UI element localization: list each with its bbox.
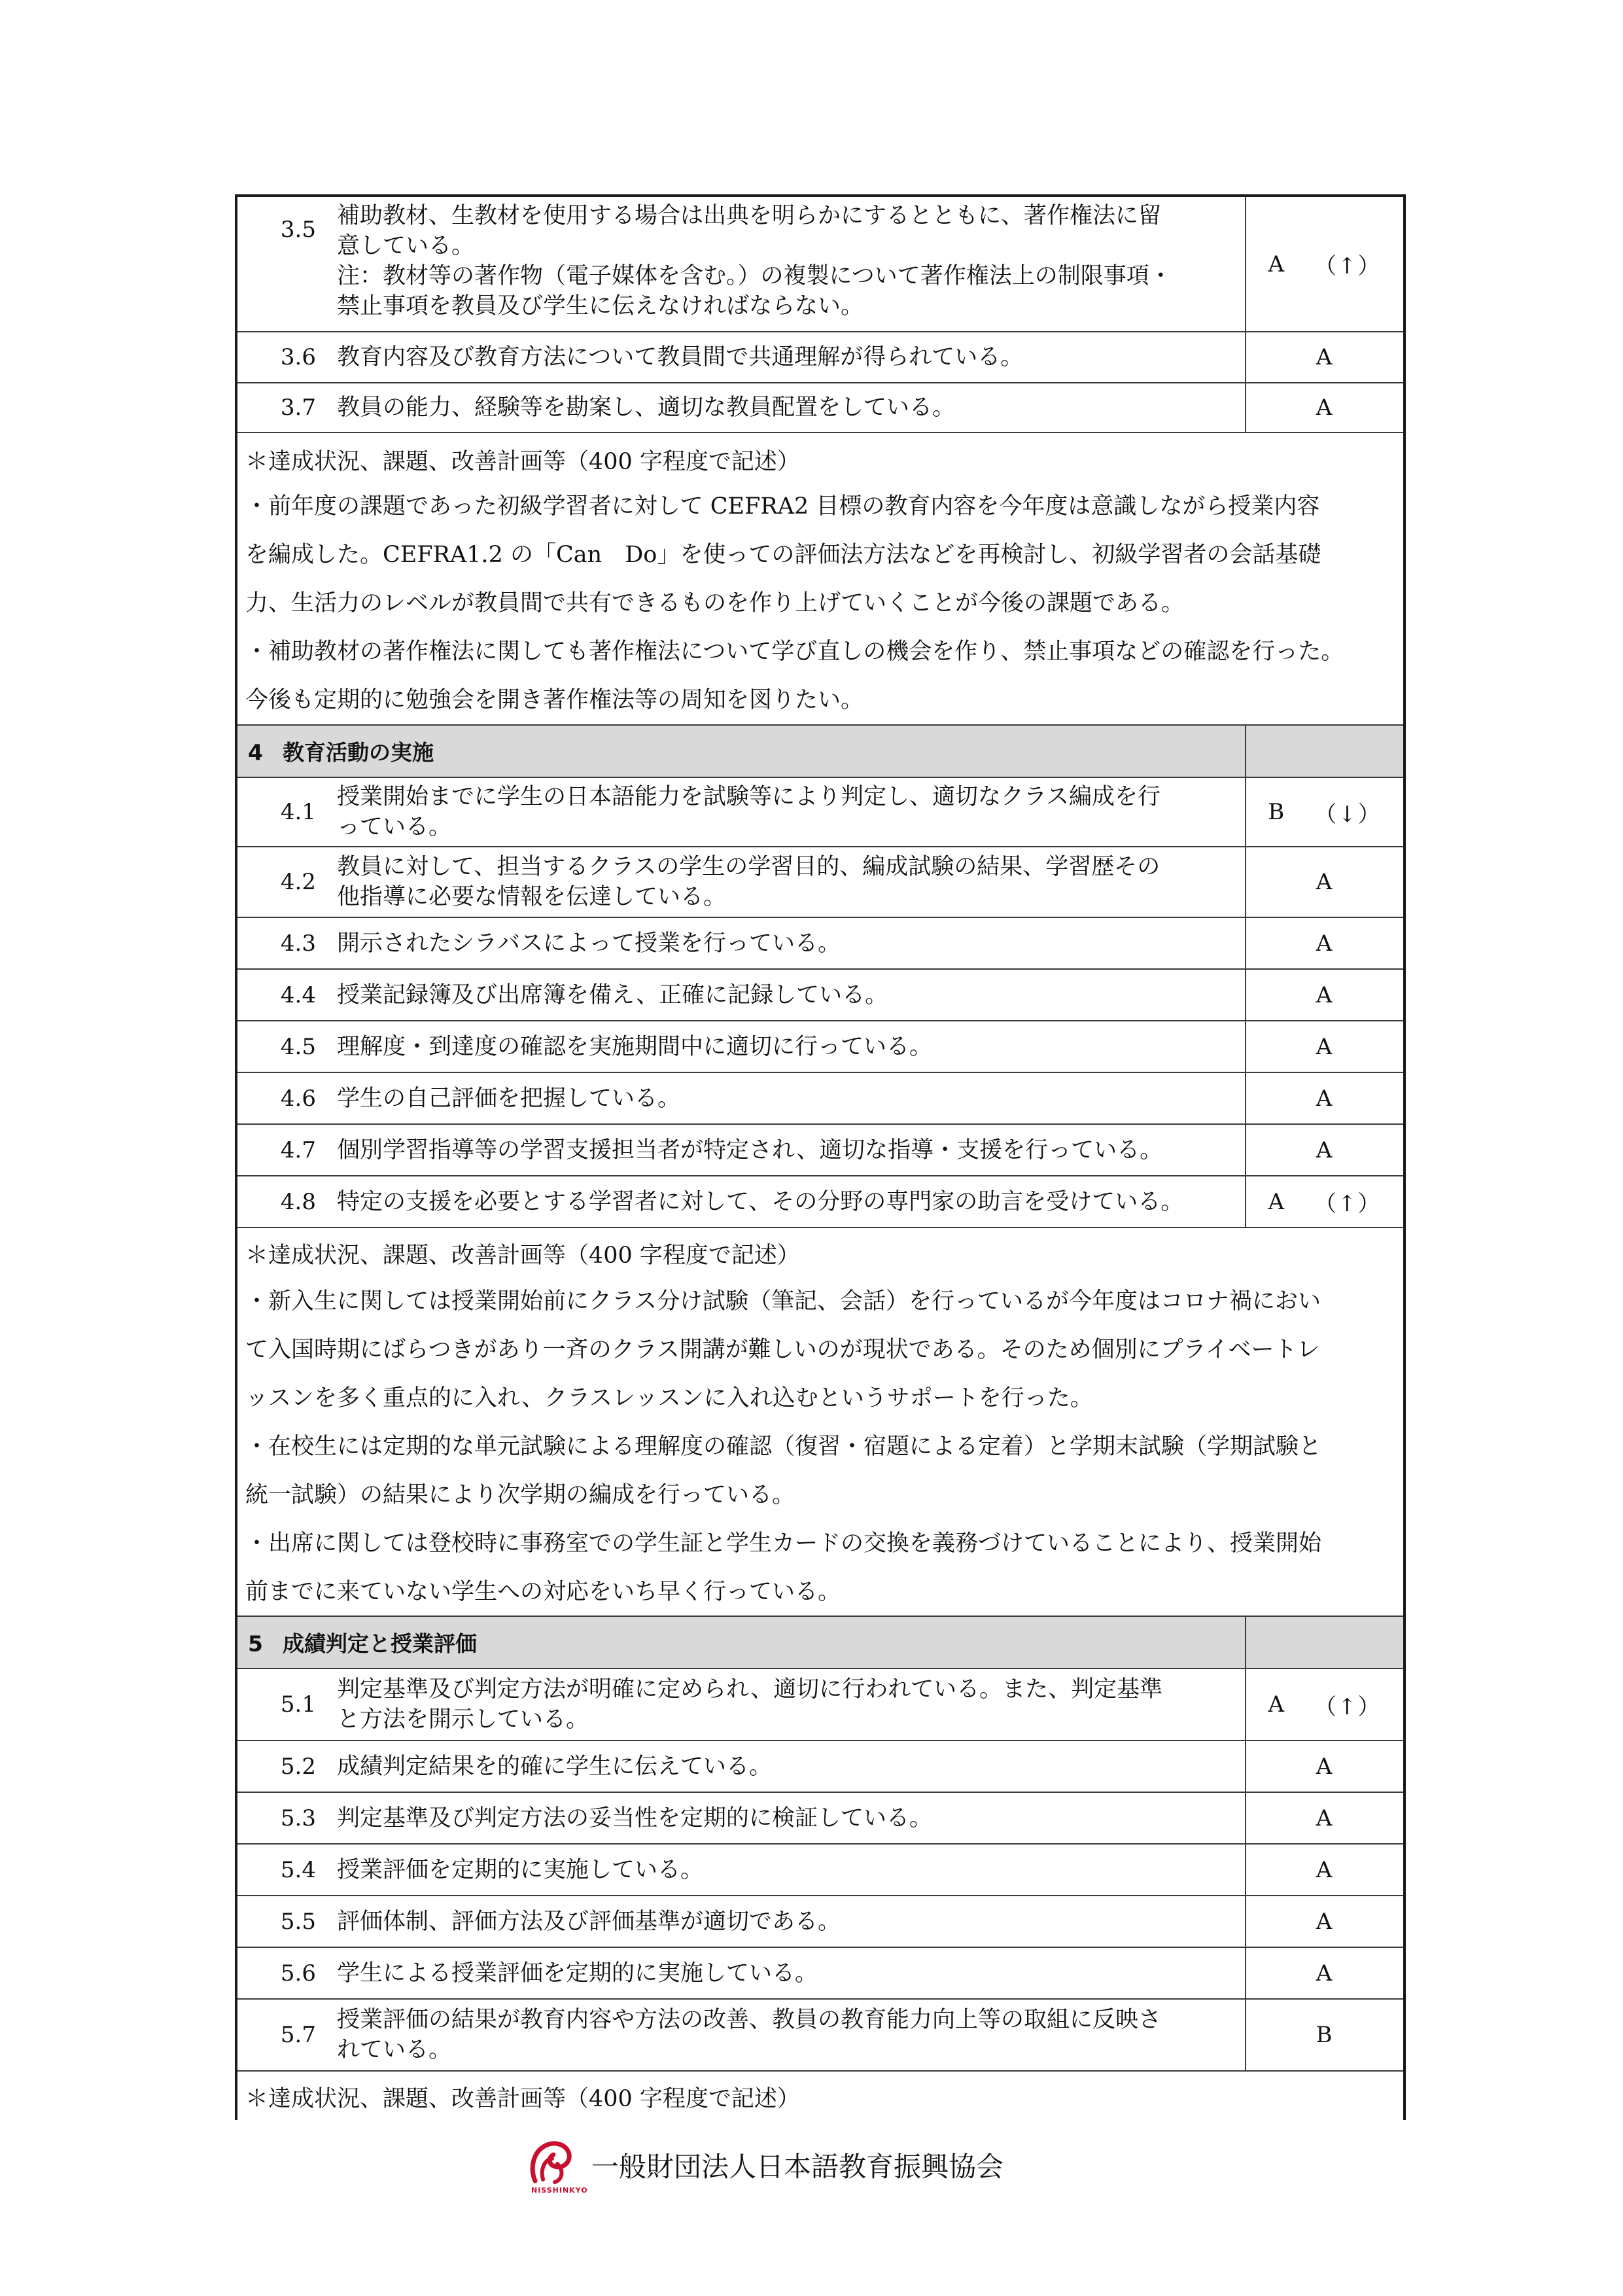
table-row — [237, 778, 1403, 847]
table-row — [237, 1176, 1403, 1228]
page-footer — [529, 2140, 1117, 2199]
comment-heading: ＊達成状況、課題、改善計画等（400 字程度で記述） — [245, 2086, 800, 2112]
item-number: 4.1 — [280, 799, 316, 825]
comment-block — [237, 2072, 1403, 2123]
item-number: 5.1 — [280, 1691, 316, 1718]
item-number: 3.5 — [280, 217, 316, 243]
evaluation-table — [235, 194, 1406, 2120]
item-text: 授業記録簿及び出席簿を備え、正確に記録している。 — [337, 981, 888, 1008]
item-text: 判定基準及び判定方法の妥当性を定期的に検証している。 — [337, 1805, 933, 1831]
comment-line: て入国時期にばらつきがあり一斉のクラス開講が難しいのが現状である。そのため個別にプライベートレ — [245, 1337, 1320, 1363]
table-row — [237, 847, 1403, 918]
grade-cell: A — [1245, 1125, 1403, 1175]
item-text: 授業開始までに学生の日本語能力を試験等により判定し、適切なクラス編成を行 っている。 — [337, 784, 1161, 840]
grade-cell: A — [1245, 1073, 1403, 1123]
item-number: 5.3 — [280, 1805, 316, 1831]
organization-name: 一般財団法人日本語教育振興協会 — [591, 2151, 1004, 2183]
table-row — [237, 970, 1403, 1021]
comment-line: ・在校生には定期的な単元試験による理解度の確認（復習・宿題による定着）と学期末試験（学期試験と — [245, 1434, 1322, 1460]
item-number: 5.4 — [280, 1856, 316, 1883]
item-number: 5.5 — [280, 1908, 316, 1935]
item-number: 5.6 — [280, 1960, 316, 1987]
comment-line: 今後も定期的に勉強会を開き著作権法等の周知を図りたい。 — [245, 687, 864, 713]
grade-cell: A — [1245, 970, 1403, 1020]
grade-cell: A — [1245, 383, 1403, 432]
grade-cell: A — [1245, 1896, 1403, 1947]
table-row — [237, 197, 1403, 332]
section-title: 5 成績判定と授業評価 — [248, 1631, 477, 1657]
item-number: 4.4 — [280, 981, 316, 1008]
grade-cell: A — [1245, 847, 1403, 917]
comment-line: ・新入生に関しては授業開始前にクラス分け試験（筆記、会話）を行っているが今年度はコロナ禍におい — [245, 1288, 1321, 1315]
comment-heading: ＊達成状況、課題、改善計画等（400 字程度で記述） — [245, 1243, 800, 1269]
grade-cell: A — [1245, 918, 1403, 968]
comment-line: 統一試験）の結果により次学期の編成を行っている。 — [245, 1482, 795, 1508]
table-row — [237, 1669, 1403, 1741]
grade-cell: A （↑） — [1245, 1176, 1403, 1227]
item-text: 学生の自己評価を把握している。 — [337, 1085, 681, 1112]
item-number: 4.8 — [280, 1188, 316, 1215]
item-number: 5.2 — [280, 1753, 316, 1780]
grade-cell: A — [1245, 1793, 1403, 1843]
item-text: 特定の支援を必要とする学習者に対して、その分野の専門家の助言を受けている。 — [337, 1188, 1184, 1215]
item-number: 5.7 — [280, 2022, 316, 2048]
item-text: 教育内容及び教育方法について教員間で共通理解が得られている。 — [337, 344, 1024, 370]
table-row — [237, 918, 1403, 970]
comment-line: ・出席に関しては登校時に事務室での学生証と学生カードの交換を義務づけていることにより、授業開始 — [245, 1530, 1322, 1557]
grade-cell: A — [1245, 1948, 1403, 1998]
grade-cell: B （↓） — [1245, 778, 1403, 846]
item-text: 評価体制、評価方法及び評価基準が適切である。 — [337, 1908, 841, 1935]
section-header — [237, 1617, 1403, 1669]
grade-cell: A — [1245, 1021, 1403, 1072]
item-text: 学生による授業評価を定期的に実施している。 — [337, 1960, 818, 1987]
grade-cell: A — [1245, 1845, 1403, 1895]
table-row — [237, 1741, 1403, 1793]
table-row — [237, 1073, 1403, 1125]
comment-block — [237, 1228, 1403, 1617]
table-row — [237, 1896, 1403, 1948]
comment-line: ・補助教材の著作権法に関しても著作権法について学び直しの機会を作り、禁止事項などの確認を行った。 — [245, 639, 1344, 665]
item-number: 3.6 — [280, 344, 316, 370]
grade-cell: A — [1245, 1741, 1403, 1792]
comment-line: ・前年度の課題であった初級学習者に対して CEFRA2 目標の教育内容を今年度は意識しながら授業内容 — [245, 493, 1320, 520]
section-header — [237, 726, 1403, 778]
item-text: 理解度・到達度の確認を実施期間中に適切に行っている。 — [337, 1033, 933, 1060]
item-text: 教員の能力、経験等を勘案し、適切な教員配置をしている。 — [337, 395, 956, 421]
table-row — [237, 332, 1403, 383]
comment-block — [237, 433, 1403, 726]
grade-cell: A — [1245, 332, 1403, 382]
table-row — [237, 1793, 1403, 1845]
item-text: 授業評価の結果が教育内容や方法の改善、教員の教育能力向上等の取組に反映さ れている。 — [337, 2007, 1162, 2063]
comment-line: 力、生活力のレベルが教員間で共有できるものを作り上げていくことが今後の課題である。 — [245, 590, 1185, 616]
item-text: 判定基準及び判定方法が明確に定められ、適切に行われている。また、判定基準 と方法を開示している。 — [337, 1676, 1163, 1733]
comment-heading: ＊達成状況、課題、改善計画等（400 字程度で記述） — [245, 449, 800, 475]
item-number: 4.6 — [280, 1085, 316, 1112]
item-text: 補助教材、生教材を使用する場合は出典を明らかにするとともに、著作権法に留 意している。 注：教材等の著作物（電子媒体を含む。）の複製について著作権法上の制限事項・ 禁止事項を教員及び学生に伝えなければならない。 — [337, 203, 1172, 319]
table-row — [237, 2000, 1403, 2072]
item-number: 4.3 — [280, 930, 316, 957]
comment-line: を編成した。CEFRA1.2 の「Can Do」を使っての評価法方法などを再検討し、初級学習者の会話基礎 — [245, 542, 1321, 568]
table-row — [237, 1845, 1403, 1896]
grade-cell: A （↑） — [1245, 1669, 1403, 1740]
comment-line: 前までに来ていない学生への対応をいち早く行っている。 — [245, 1579, 841, 1605]
table-row — [237, 1125, 1403, 1176]
grade-cell: A （↑） — [1245, 197, 1403, 331]
comment-line: ッスンを多く重点的に入れ、クラスレッスンに入れ込むというサポートを行った。 — [245, 1385, 1093, 1411]
item-text: 開示されたシラバスによって授業を行っている。 — [337, 930, 841, 957]
table-row — [237, 1021, 1403, 1073]
item-number: 4.2 — [280, 869, 316, 895]
section-title: 4 教育活動の実施 — [248, 739, 434, 766]
item-number: 4.7 — [280, 1137, 316, 1163]
item-text: 成績判定結果を的確に学生に伝えている。 — [337, 1753, 773, 1780]
item-text: 教員に対して、担当するクラスの学生の学習目的、編成試験の結果、学習歴その 他指導に必要な情報を伝達している。 — [337, 854, 1161, 910]
item-text: 授業評価を定期的に実施している。 — [337, 1856, 704, 1883]
item-text: 個別学習指導等の学習支援担当者が特定され、適切な指導・支援を行っている。 — [337, 1137, 1163, 1163]
logo-text: NISSHINKYO — [531, 2186, 588, 2195]
grade-cell: B — [1245, 2000, 1403, 2070]
item-number: 4.5 — [280, 1033, 316, 1060]
table-row — [237, 1948, 1403, 2000]
nisshinkyo-logo-icon — [529, 2140, 574, 2190]
table-row — [237, 383, 1403, 433]
item-number: 3.7 — [280, 395, 316, 421]
